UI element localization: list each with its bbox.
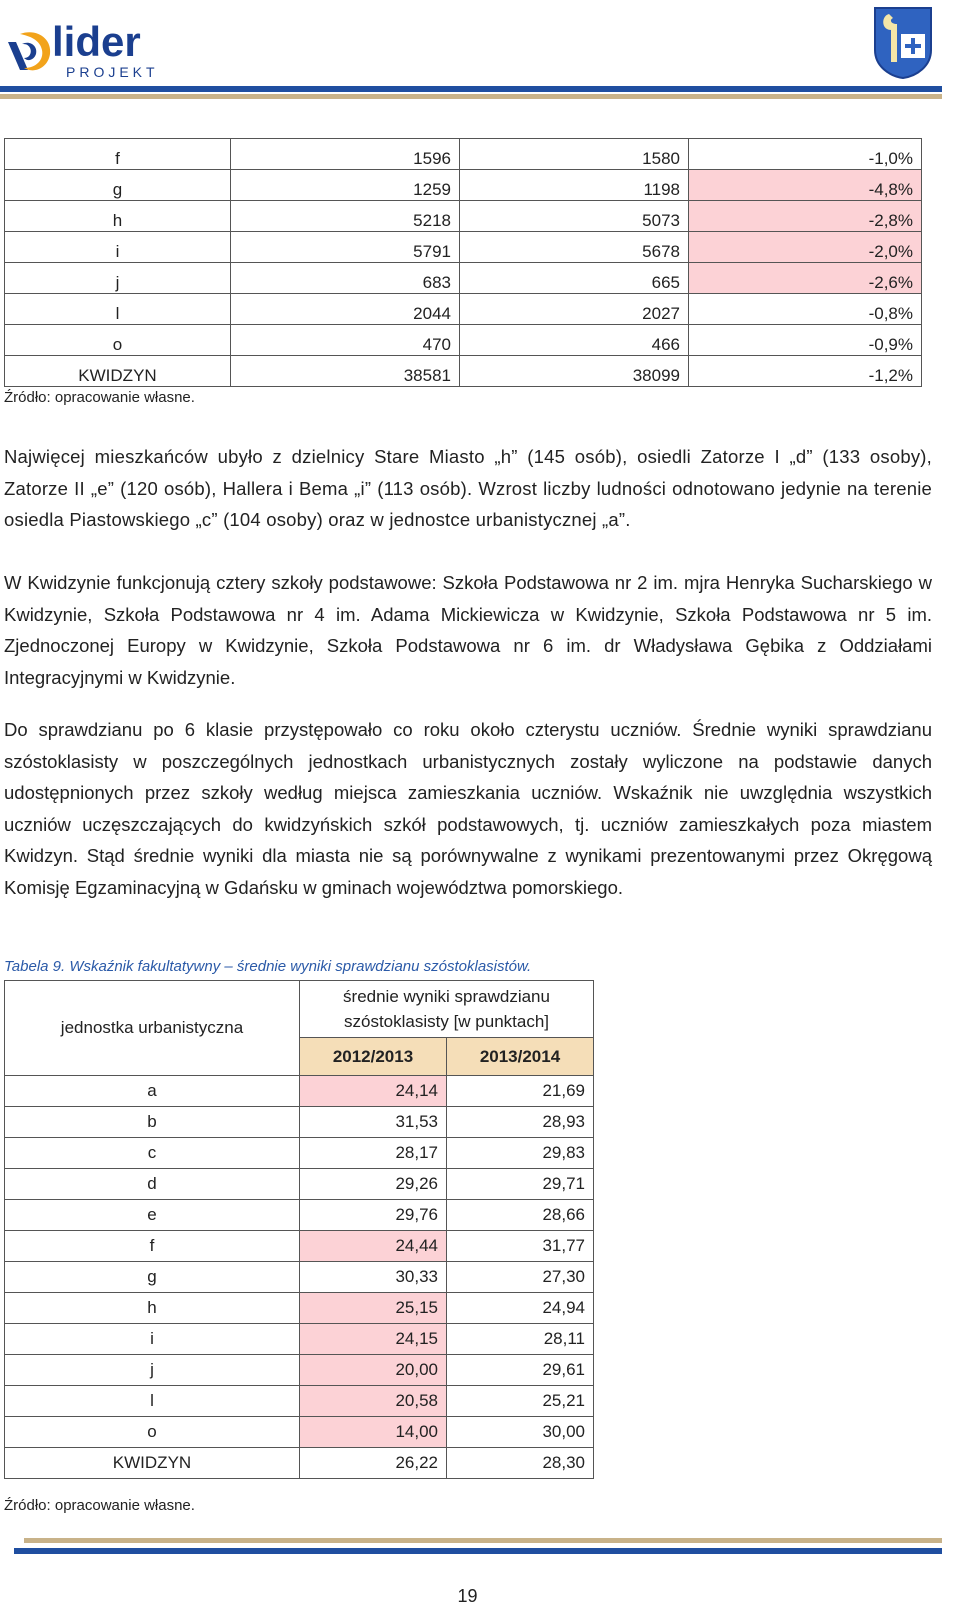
unit-cell: g: [5, 170, 231, 201]
table-row: [5, 1448, 594, 1479]
score-cell: 28,11: [447, 1324, 594, 1355]
change-cell: -0,8%: [689, 294, 922, 325]
value-cell: 38099: [460, 356, 689, 387]
unit-cell: i: [5, 1324, 300, 1355]
score-cell: 25,15: [300, 1293, 447, 1324]
unit-cell: b: [5, 1107, 300, 1138]
header-year-2: 2013/2014: [447, 1038, 594, 1076]
unit-cell: g: [5, 1262, 300, 1293]
table1-source: Źródło: opracowanie własne.: [4, 389, 195, 406]
value-cell: 1198: [460, 170, 689, 201]
table-row: [5, 1355, 594, 1386]
unit-cell: j: [5, 1355, 300, 1386]
change-cell: -2,8%: [689, 201, 922, 232]
score-cell: 29,61: [447, 1355, 594, 1386]
score-cell: 28,93: [447, 1107, 594, 1138]
value-cell: 1596: [231, 139, 460, 170]
score-cell: 28,66: [447, 1200, 594, 1231]
table-row: [5, 232, 922, 263]
page-number: 19: [457, 1586, 478, 1606]
value-cell: 5218: [231, 201, 460, 232]
score-cell: 20,00: [300, 1355, 447, 1386]
unit-cell: c: [5, 1138, 300, 1169]
value-cell: 683: [231, 263, 460, 294]
table-row: [5, 139, 922, 170]
table-row: [5, 1076, 594, 1107]
table9-caption: Tabela 9. Wskaźnik fakultatywny – średnie wyniki sprawdzianu szóstoklasistów.: [4, 958, 532, 975]
value-cell: 2027: [460, 294, 689, 325]
coat-of-arms-icon: [871, 4, 935, 80]
exam-results-table: [4, 980, 594, 1479]
table-row: [5, 1169, 594, 1200]
change-cell: -2,6%: [689, 263, 922, 294]
unit-cell: KWIDZYN: [5, 1448, 300, 1479]
table-row: [5, 294, 922, 325]
score-cell: 24,14: [300, 1076, 447, 1107]
score-cell: 14,00: [300, 1417, 447, 1448]
table-row: [5, 1386, 594, 1417]
header-results: średnie wyniki sprawdzianu szóstoklasisty [w punktach]: [300, 981, 594, 1038]
table-row: [5, 1262, 594, 1293]
unit-cell: o: [5, 325, 231, 356]
unit-cell: h: [5, 201, 231, 232]
change-cell: -2,0%: [689, 232, 922, 263]
unit-cell: e: [5, 1200, 300, 1231]
paragraph-population: Najwięcej mieszkańców ubyło z dzielnicy Stare Miasto „h” (145 osób), osiedli Zatorze I „d” (133 osoby), Zatorze II „e” (120 osób), Hallera i Bema „i” (113 osób). Wzrost liczby ludności odnotowano jedynie na terenie osiedla Piastowskiego „c” (104 osoby) oraz w jednostce urbanistycznej „a”.: [4, 446, 932, 530]
change-cell: -1,2%: [689, 356, 922, 387]
table-row: [5, 201, 922, 232]
table-row: [5, 170, 922, 201]
table-row: [5, 1293, 594, 1324]
score-cell: 28,17: [300, 1138, 447, 1169]
unit-cell: h: [5, 1293, 300, 1324]
header-unit: jednostka urbanistyczna: [5, 981, 300, 1076]
unit-cell: KWIDZYN: [5, 356, 231, 387]
footer-rule-blue: [14, 1548, 942, 1554]
score-cell: 29,76: [300, 1200, 447, 1231]
logo-subtitle: PROJEKT: [66, 64, 159, 80]
score-cell: 27,30: [447, 1262, 594, 1293]
table-row: [5, 1417, 594, 1448]
unit-cell: o: [5, 1417, 300, 1448]
score-cell: 24,15: [300, 1324, 447, 1355]
value-cell: 665: [460, 263, 689, 294]
header-year-1: 2012/2013: [300, 1038, 447, 1076]
header-rule-tan: [0, 94, 942, 99]
score-cell: 30,33: [300, 1262, 447, 1293]
lider-projekt-logo: [6, 18, 178, 82]
score-cell: 29,71: [447, 1169, 594, 1200]
table-row: [5, 1324, 594, 1355]
value-cell: 1580: [460, 139, 689, 170]
score-cell: 31,77: [447, 1231, 594, 1262]
score-cell: 31,53: [300, 1107, 447, 1138]
value-cell: 5678: [460, 232, 689, 263]
change-cell: -4,8%: [689, 170, 922, 201]
score-cell: 30,00: [447, 1417, 594, 1448]
footer-rule-tan: [24, 1538, 942, 1543]
score-cell: 29,26: [300, 1169, 447, 1200]
value-cell: 1259: [231, 170, 460, 201]
value-cell: 5791: [231, 232, 460, 263]
paragraph-schools: W Kwidzynie funkcjonują cztery szkoły podstawowe: Szkoła Podstawowa nr 2 im. mjra Henryka Sucharskiego w Kwidzynie, Szkoła Podstawowa nr 4 im. Adama Mickiewicza w Kwidzynie, Szkoła Podstawowa nr 5 im. Zjednoczonej Europy w Kwidzynie, Szkoła Podstawowa nr 6 im. dr Władysława Gębika z Oddziałami Integracyjnymi w Kwidzynie.: [4, 572, 932, 688]
score-cell: 24,44: [300, 1231, 447, 1262]
unit-cell: f: [5, 1231, 300, 1262]
population-change-table: [4, 138, 922, 387]
score-cell: 21,69: [447, 1076, 594, 1107]
value-cell: 38581: [231, 356, 460, 387]
score-cell: 24,94: [447, 1293, 594, 1324]
value-cell: 2044: [231, 294, 460, 325]
unit-cell: d: [5, 1169, 300, 1200]
unit-cell: a: [5, 1076, 300, 1107]
table-row: [5, 1107, 594, 1138]
score-cell: 28,30: [447, 1448, 594, 1479]
unit-cell: l: [5, 1386, 300, 1417]
table2-source: Źródło: opracowanie własne.: [4, 1497, 195, 1514]
value-cell: 466: [460, 325, 689, 356]
score-cell: 25,21: [447, 1386, 594, 1417]
unit-cell: l: [5, 294, 231, 325]
unit-cell: i: [5, 232, 231, 263]
score-cell: 29,83: [447, 1138, 594, 1169]
score-cell: 26,22: [300, 1448, 447, 1479]
table-row: [5, 356, 922, 387]
header-rule-blue: [0, 86, 942, 92]
unit-cell: f: [5, 139, 231, 170]
table-row: [5, 263, 922, 294]
unit-cell: j: [5, 263, 231, 294]
value-cell: 470: [231, 325, 460, 356]
table-row: [5, 325, 922, 356]
table-row: [5, 1200, 594, 1231]
table-row: [5, 1138, 594, 1169]
table-row: [5, 1231, 594, 1262]
score-cell: 20,58: [300, 1386, 447, 1417]
logo-wordmark: lider: [52, 18, 141, 65]
value-cell: 5073: [460, 201, 689, 232]
change-cell: -0,9%: [689, 325, 922, 356]
change-cell: -1,0%: [689, 139, 922, 170]
paragraph-exam: Do sprawdzianu po 6 klasie przystępowało co roku około czterystu uczniów. Średnie wyniki sprawdzianu szóstoklasisty w poszczególnych jednostkach urbanistycznych zostały wyliczone na podstawie danych udostępnionych przez szkoły według miejsca zamieszkania uczniów. Wskaźnik nie uwzględnia wszystkich uczniów uczęszczających do kwidzyńskich szkół podstawowych, tj. uczniów zamieszkałych poza miastem Kwidzyn. Stąd średnie wyniki dla miasta nie są porównywalne z wynikami prezentowanymi przez Okręgową Komisję Egzaminacyjną w Gdańsku w gminach województwa pomorskiego.: [4, 719, 932, 898]
